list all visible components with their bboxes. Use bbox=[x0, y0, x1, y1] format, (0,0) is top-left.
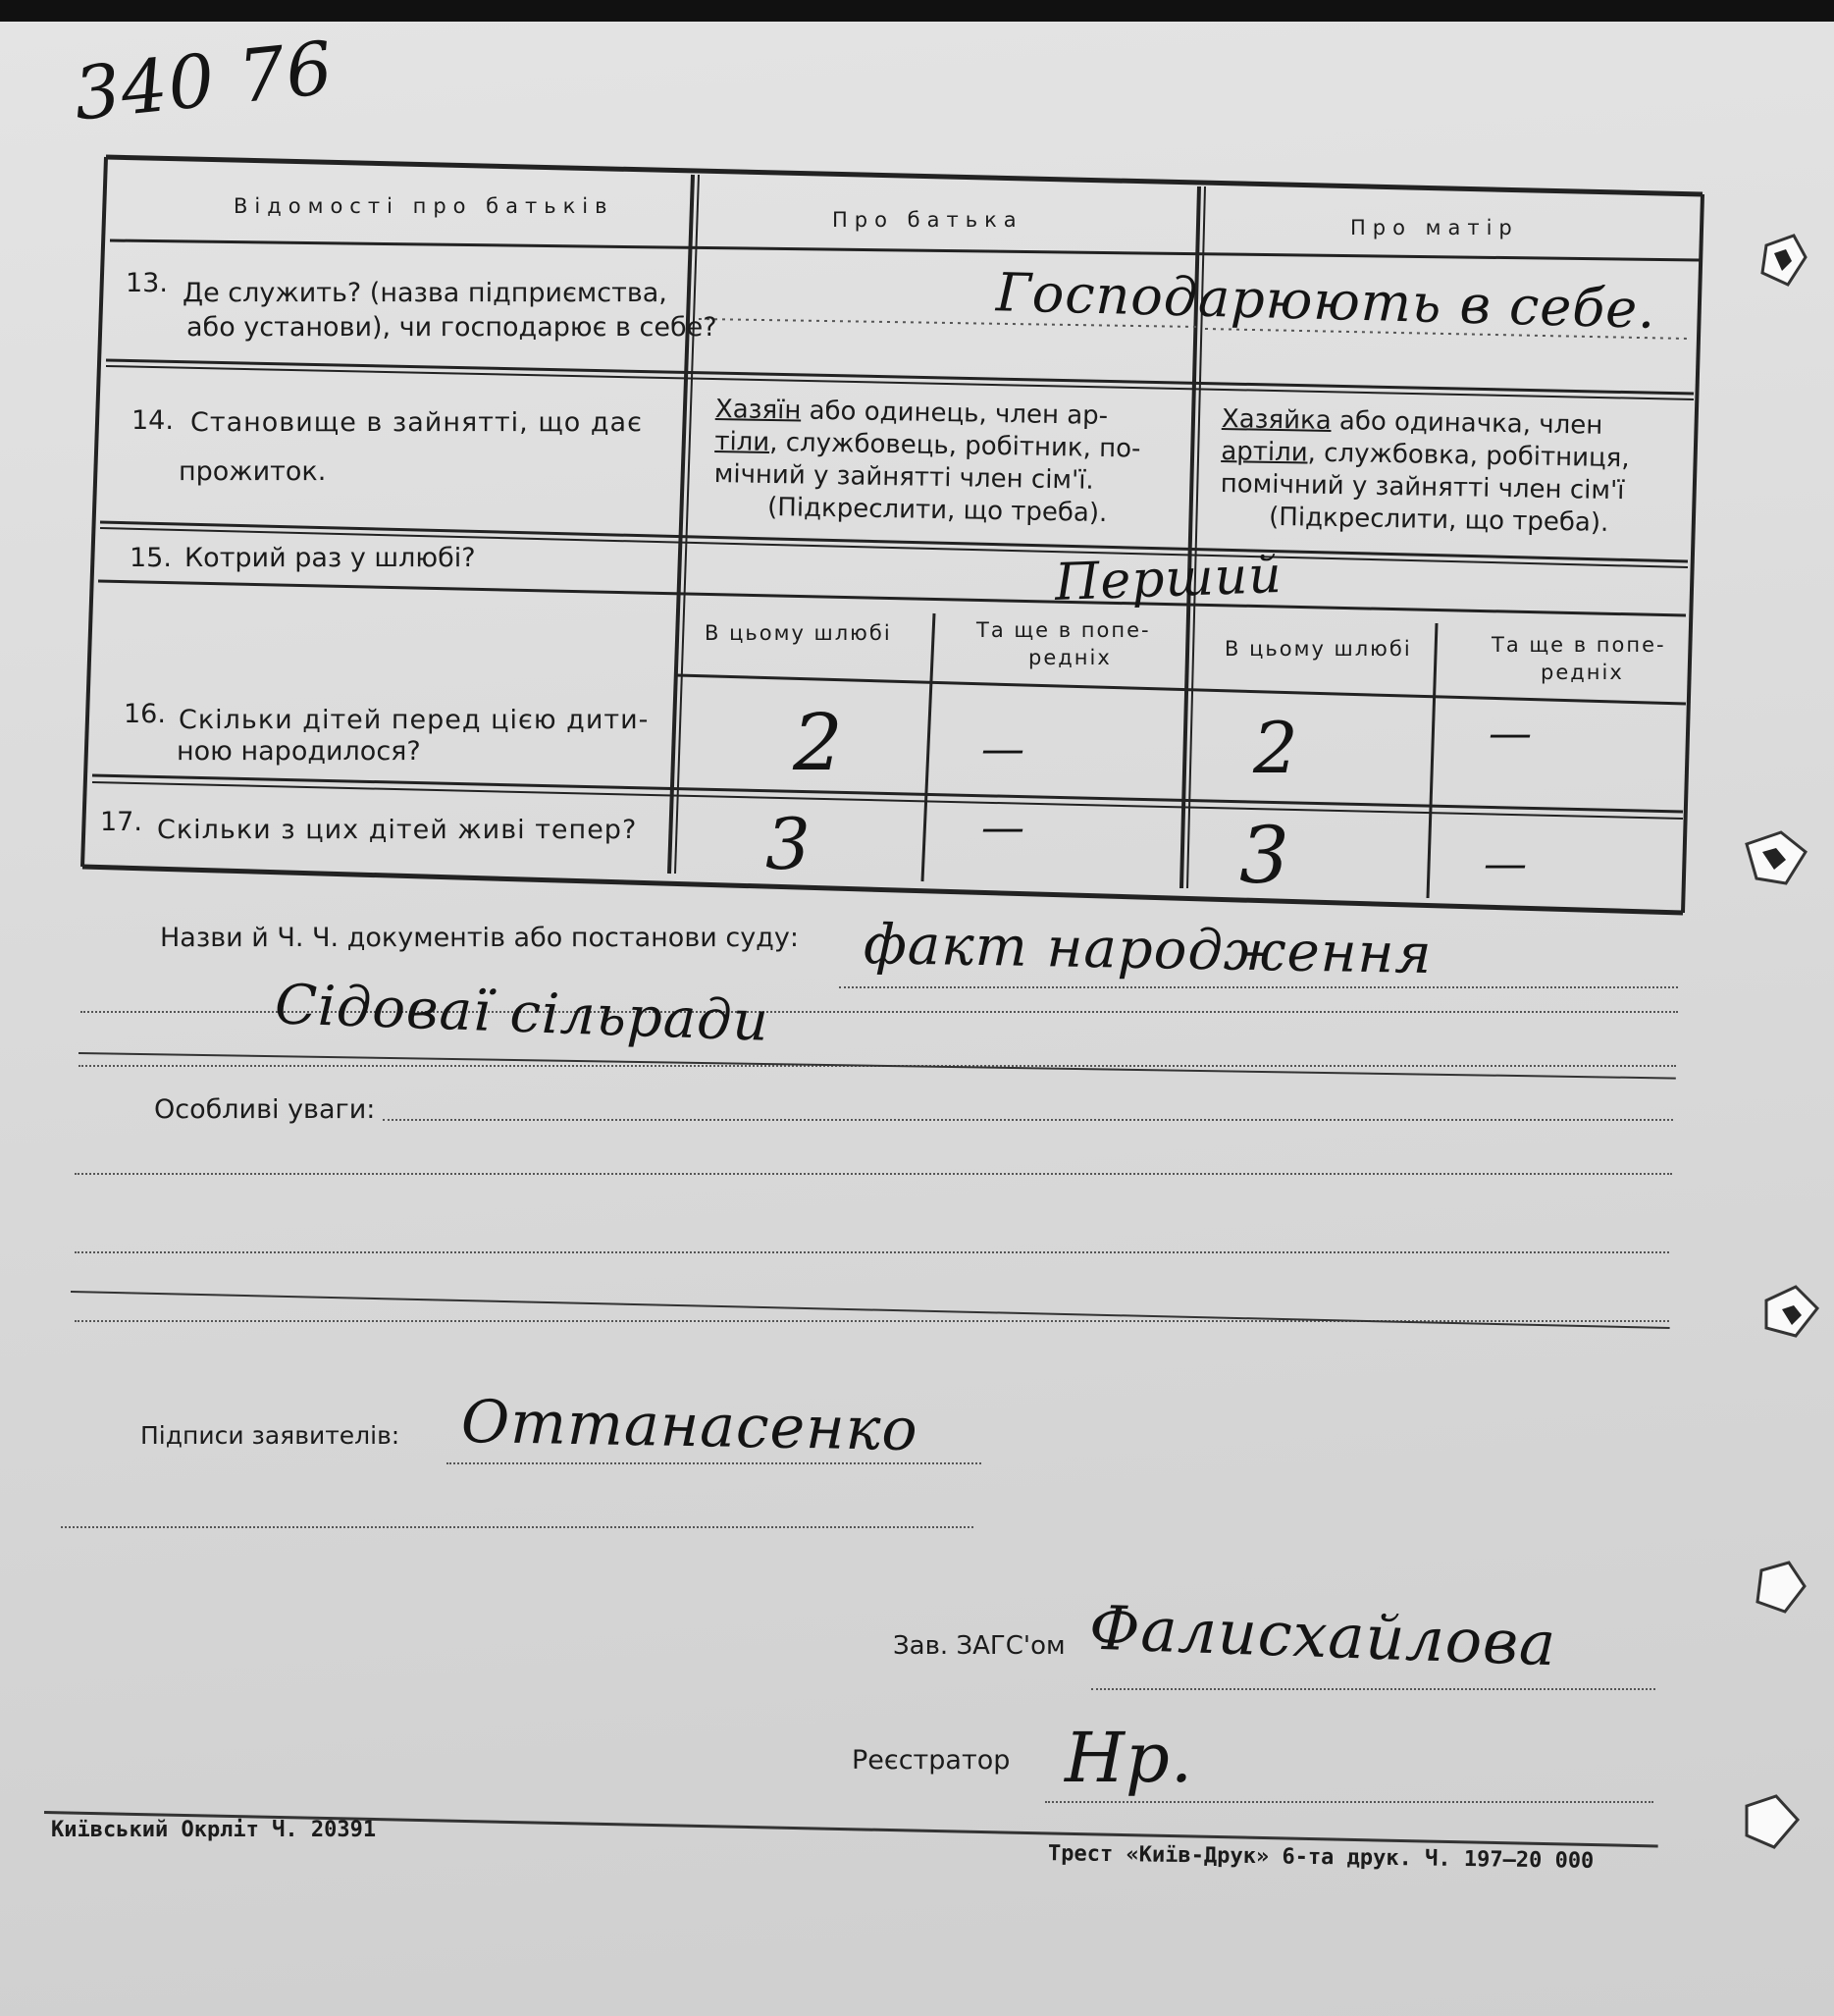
q16-father-this: 2 bbox=[793, 697, 844, 788]
q16-mother-this: 2 bbox=[1253, 707, 1299, 789]
mother-artel-underlined: артіли bbox=[1221, 436, 1308, 468]
father-line3: мічний у зайнятті член сім'ї. bbox=[713, 458, 1094, 496]
subheader-father-this: В цьому шлюбі bbox=[705, 621, 892, 645]
father-owner-underlined: Хазяїн bbox=[714, 394, 802, 426]
q15-number: 15. bbox=[130, 543, 172, 573]
q15-text: Котрий раз у шлюбі? bbox=[184, 543, 476, 573]
q17-number: 17. bbox=[100, 807, 142, 837]
q14-number: 14. bbox=[131, 405, 174, 436]
documents-answer-line2: Сідоваї сільради bbox=[274, 973, 770, 1054]
mother-line4: (Підкреслити, що треба). bbox=[1268, 502, 1609, 538]
q15-answer: Перший bbox=[1054, 545, 1284, 613]
corner-note: 340 76 bbox=[70, 26, 338, 137]
subheader-father-prev-2: редніх bbox=[1028, 646, 1112, 669]
subheader-mother-prev-1: Та ще в попе- bbox=[1492, 633, 1666, 657]
header-mother: Про матір bbox=[1350, 216, 1519, 239]
q16-father-prev: — bbox=[981, 724, 1025, 774]
q14-mother-options bbox=[1220, 403, 1673, 541]
subheader-father-prev-1: Та ще в попе- bbox=[976, 618, 1151, 642]
q16-mother-prev: — bbox=[1489, 709, 1533, 759]
q16-number: 16. bbox=[124, 699, 166, 729]
footer-left: Київський Окрліт Ч. 20391 bbox=[51, 1818, 377, 1842]
subheader-mother-prev-2: редніх bbox=[1541, 661, 1624, 684]
notes-label: Особливі уваги: bbox=[154, 1094, 376, 1125]
q17-mother-prev: — bbox=[1484, 839, 1528, 889]
notes-line-1 bbox=[383, 1119, 1673, 1121]
applicant-label: Підписи заявителів: bbox=[140, 1421, 400, 1450]
mother-owner-underlined: Хазяйка bbox=[1221, 403, 1332, 436]
zags-label: Зав. ЗАГС'ом bbox=[893, 1631, 1066, 1661]
punched-holes bbox=[1727, 0, 1834, 2016]
q14-line2: прожиток. bbox=[179, 456, 327, 487]
father-line1: або одинець, член ар- bbox=[801, 396, 1109, 431]
notes-line-3 bbox=[75, 1251, 1669, 1253]
q13-line2: або установи), чи господарює в себе? bbox=[186, 312, 717, 343]
mother-line1: або одиначка, член bbox=[1331, 405, 1603, 441]
registrar-signature: Нр. bbox=[1065, 1718, 1194, 1798]
q16-line1: Скільки дітей перед цією дити- bbox=[179, 705, 650, 735]
zags-line bbox=[1091, 1688, 1655, 1690]
applicant-line-1 bbox=[446, 1462, 981, 1464]
q13-answer: Господарюють в себе. bbox=[995, 261, 1657, 341]
registrar-line bbox=[1045, 1801, 1653, 1803]
applicant-line-2 bbox=[61, 1526, 973, 1528]
q17-mother-this: 3 bbox=[1239, 810, 1290, 901]
subheader-mother-this: В цьому шлюбі bbox=[1225, 637, 1412, 661]
documents-label: Назви й Ч. Ч. документів або постанови суду: bbox=[160, 923, 799, 953]
zags-signature: Фалисхайлова bbox=[1087, 1591, 1558, 1680]
father-line4: (Підкреслити, що треба). bbox=[766, 492, 1108, 528]
header-parents-info: Відомості про батьків bbox=[234, 194, 614, 218]
q17-father-prev: — bbox=[981, 803, 1025, 853]
father-line2: , службовець, робітник, по- bbox=[768, 427, 1141, 464]
q13-line1: Де служить? (назва підприємства, bbox=[183, 278, 667, 308]
documents-line-1 bbox=[839, 986, 1678, 988]
footer-right: Трест «Київ-Друк» 6-та друк. Ч. 197—20 000 bbox=[1047, 1841, 1595, 1874]
q17-father-this: 3 bbox=[765, 803, 812, 885]
q14-father-options bbox=[713, 394, 1167, 531]
q16-line2: ною народилося? bbox=[177, 736, 421, 767]
q14-line1: Становище в зайнятті, що дає bbox=[190, 407, 643, 438]
notes-line-2 bbox=[75, 1173, 1672, 1175]
q17-text: Скільки з цих дітей живі тепер? bbox=[157, 815, 638, 845]
mother-line3: помічний у зайнятті член сім'ї bbox=[1220, 468, 1625, 506]
header-father: Про батька bbox=[832, 208, 1023, 232]
registrar-label: Реєстратор bbox=[852, 1745, 1011, 1776]
documents-answer-line1: факт народження bbox=[863, 912, 1434, 987]
q13-number: 13. bbox=[126, 268, 168, 298]
applicant-signature: Оттанасенко bbox=[460, 1387, 919, 1465]
father-artel-underlined: тіли bbox=[714, 426, 770, 457]
mother-line2: , службовка, робітниця, bbox=[1307, 438, 1630, 474]
